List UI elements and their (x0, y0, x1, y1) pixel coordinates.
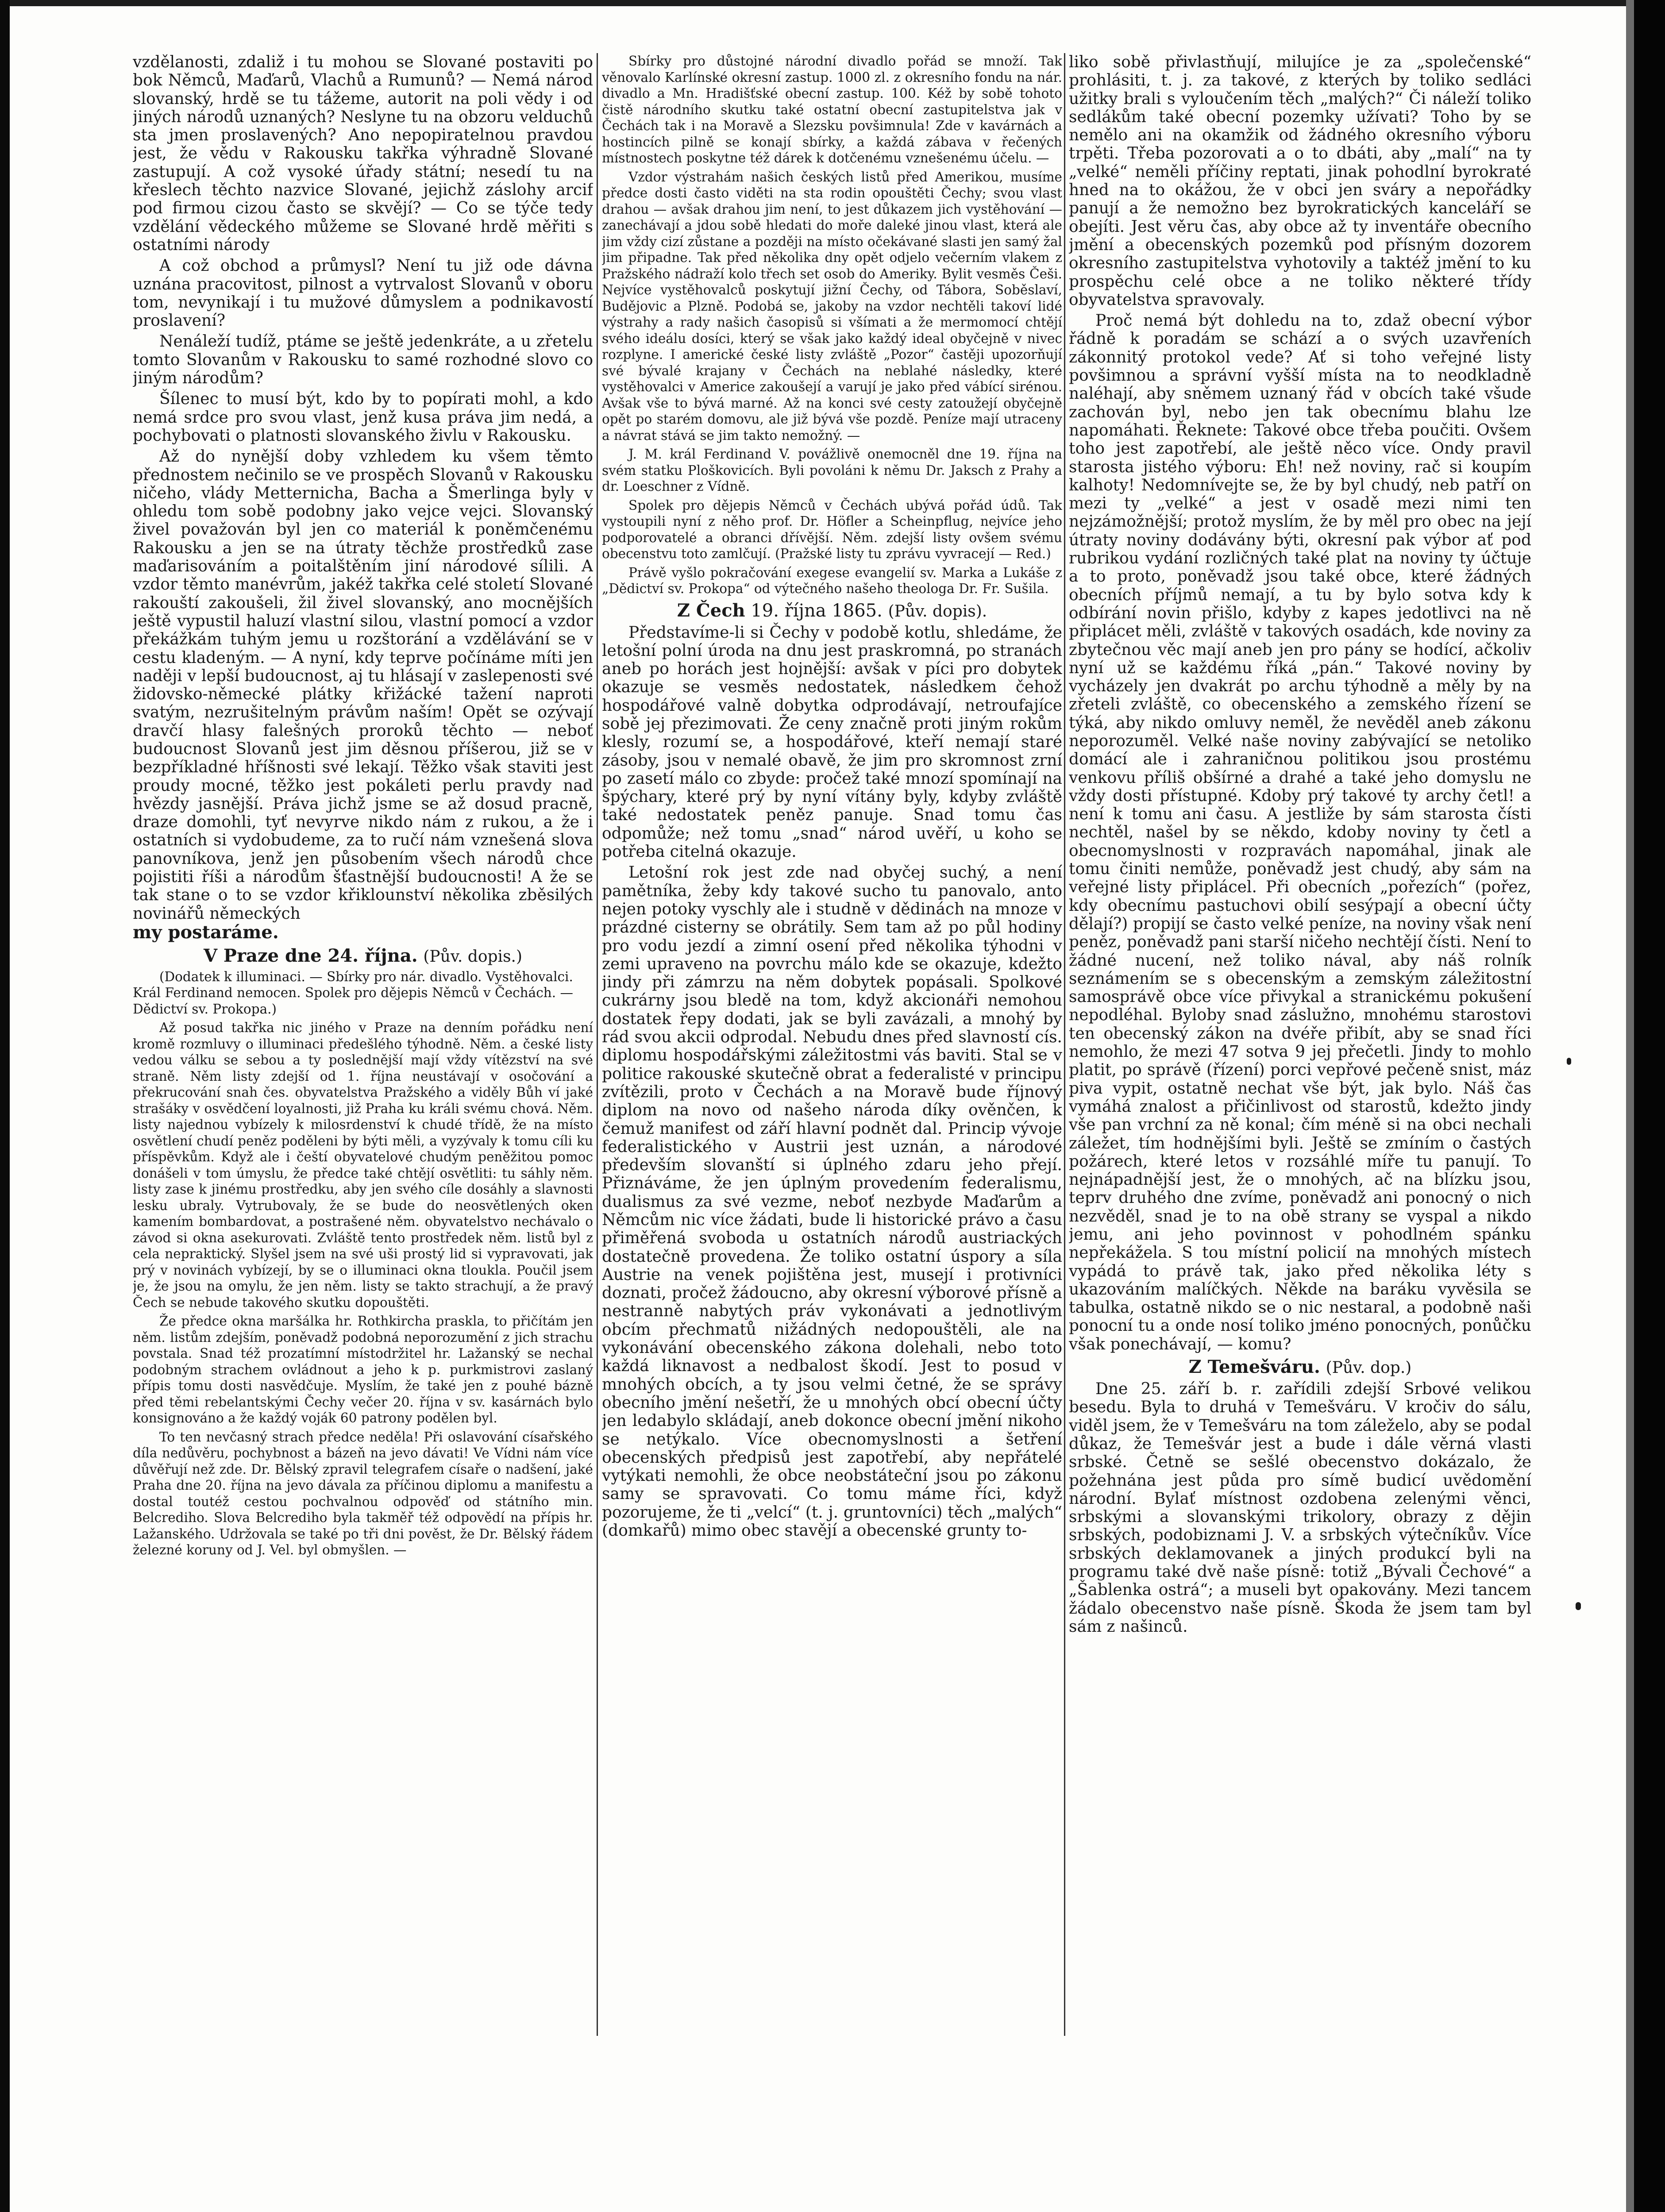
municipal-property: liko sobě přivlastňují, milujíce je za „společenské“ prohlásiti, t. j. za takové, z kterých by toliko sedláci užitky brali s vyloučením těch „malých?“ Či náleží toliko sedlákům také obecní pozemky užívati? Toho by se nemělo ani na okamžik od žádného okresního výboru trpěti. Třeba pozorovati a o to dbáti, aby „malí“ na ty „velké“ neměli příčiny reptati, jinak pohodlní byrokraté hned na to okážou, že v obci jen sváry a nepořádky panují a že nemožno bez byrokratických kanceláří se obejíti. Jest věru čas, aby obce až ty inventáře obecního jmění a obecenských pozemků pod přísným dozorem okresního zastupitelstva vyhotovily a taktéž jmění to ku prospěchu celé obce a ne toliko některé třídy obyvatelstva spravovaly. (1069, 53, 1531, 309)
scan-right-shadow (1626, 0, 1634, 2212)
dateline-prague-title: V Praze dne 24. října. (203, 945, 418, 966)
column-rule-1 (597, 53, 598, 2036)
prague-summary: (Dodatek k illuminaci. — Sbírky pro nár. divadlo. Vystěhovalci. Král Ferdinand nemocen. Spolek pro dějepis Němců v Čechách. — Dědictví sv. Prokopa.) (133, 969, 574, 1017)
prague-report-3: To ten nevčasný strach předce neděla! Při oslavování císařského díla nedůvěru, pochybnost a bázeň na jevo dávati! Ve Vídni nám více důvěřují než zde. Dr. Bělský zpravil telegrafem císaře o nadšení, jaké Praha dne 20. října na jevo dávala za příčinou diplomu a manifestu a dostal toutéž cestou pochvalnou odpověď od státního min. Belcrediho. Slova Belcrediho byla takměř též odpovědí na přípis hr. Lažanského. Udržovala se také po tři dni pověst, že Dr. Bělský řádem železné koruny od J. Vel. byl obmyšlen. — (133, 1429, 593, 1558)
dateline-temesvar (1069, 1357, 1531, 1378)
dateline-prague-note: (Pův. dopis.) (423, 947, 523, 966)
column-1 (133, 53, 593, 2036)
ink-speck (1567, 1058, 1571, 1065)
news-exegesis: Právě vyšlo pokračování exegese evangelií sv. Marka a Lukáše z „Dědictví sv. Prokopa“ od výtečného našeho theologa Dr. Fr. Sušila. (602, 565, 1062, 596)
news-emigrants: Vzdor výstrahám našich českých listů před Amerikou, musíme předce dosti často viděti na sta rodin opouštěti Čechy; svou vlast drahou — avšak drahou jim není, to jest důkazem jich vystěhování — zanechávají a jdou sobě hledati do moře daleké jinou vlast, která ale jim vždy cizí zůstane a později na místo očekávané slasti jen samý žal jim připadne. Tak před několika dny opět odjelo večerním vlakem z Pražského nádraží kolo třech set osob do Ameriky. Bylit vesměs Češi. Nejvíce vystěhovalců poskytují jižní Čechy, od Tábora, Soběslaví, Budějovic a Plzně. Podobá se, jakoby na vzdor nechtěli takoví lidé výstrahy a rady našich časopisů si všímati a že mermomocí chtějí svého ideálu dosíci, který se však jako každý ideal obyčejně v nivec rozplyne. I americké české listy zvláště „Pozor“ častěji upozorňují své bývalé krajany v Čechách na neblahé následky, které vystěhovalci v Americe zakoušejí a varují je jako před vábící sirénou. Avšak vše to bývá marné. Až na konci své cesty zatoužejí obyčejně opět po starém domovu, ale již bývá vše pozdě. Peníze mají utraceny a návrat stává se jim takto nemožný. — (602, 169, 1062, 443)
dateline-prague (133, 946, 593, 967)
ink-speck (1576, 1602, 1581, 1610)
dateline-temesvar-note: (Pův. dop.) (1326, 1359, 1412, 1377)
scan-top-edge (0, 0, 1665, 6)
scan-right-edge (1634, 0, 1665, 2212)
dateline-temesvar-title: Z Temešváru. (1188, 1356, 1320, 1378)
column-rule-2 (1064, 53, 1065, 2036)
dateline-bohemia-date: 19. října 1865. (751, 600, 883, 621)
municipal-oversight: Proč nemá být dohledu na to, zdaž obecní výbor řádně k poradám se schází a o svých uzavřeních zákonnitý protokol vede? Ať si toho veřejné listy povšimnou a správní vyšší místa na to neodkladně naléhají, aby sněmem uznaný řád v obcích také všude zachován byl, nebo jen tak obecnímu blahu lze napomáhati. Řeknete: Takové obce třeba poučiti. Ovšem toho jest zapotřebí, ale ještě něco více. Ondy pravil starosta jistého výboru: Eh! než noviny, rač si koupím kalhoty! Nedomnívejte se, že by byl chudý, neb patří on mezi ty „velké“ a jest v osadě mezi nimi ten nejzámožnější; protož myslím, že by měl pro obec na její útraty noviny dodávány býti, okresní pak výbor ať pod rubrikou vydání rozličných také plat na noviny ty účtuje a to proto, poněvadž jsou také obce, které žádných obecních příjmů nemají, a tu by bylo sotva kdy k odbírání novin přišlo, kdyby z kapes jedotlivci na ně připlácet měli, zvláště v takových osadách, kde noviny za zbytečnou věc mají aneb jen pro pány se hodící, ačkoliv nyní už se každému říká „pán.“ Takové noviny by vycházely jen dvakrát po archu týhodně a měly by na zřeteli zvláště, co obecenského a zemského řízení se týká, aby nikdo omluvy neměl, že nevěděl aneb zákonu neporozuměl. Velké naše noviny zabývající se netoliko domácí ale i zahraničnou politikou jsou prostému venkovu příliš obšírné a drahé a také jeho domyslu ne vždy dosti přístupné. Kdoby prý takové ty archy četl! a není k tomu ani času. A jestliže by sám starosta čísti nechtěl, našel by se někdo, kdoby noviny ty četl a obecnomyslnosti v rozpravách napomáhal, jinak ale tomu činiti nemůže, poněvadž jest chudý, aby sám na veřejné listy připlácel. Při obecních „pořezích“ (pořez, kdy obecnímu pastuchovi obilí sesýpají a obecní účty dělají?) propijí se často velké peníze, na noviny však není peněz, poněvadž pani starší ničeho nechtějí čísti. Není to žádné nucení, než toliko nával, aby náš rolník seznámením se s obecenským a zemským záležitostní samosprávě obce více přivykal a stranickému pokušení nepodléhal. Byloby snad záslužno, mnohému starostovi ten obecenský zákon na dvéře přibít, aby se snad říci nemohlo, že mezi 47 sotva 9 jej přečetli. Jindy to mohlo platit, po správě (řízení) porci vepřové pečeně snist, máz piva vypit, ostatně nechat vše být, jak bylo. Náš čas vymáhá znalost a přičinlivost od starostů, kdežto jindy vše pan vrchní za ně konal; čím méně si na obci nechali záležet, tím hodnějšími byli. Ještě se zmíním o častých požárech, které letos v rozsáhlé míře tu panují. To nejnápadnější jest, že o mnohých, ač na blízku jsou, teprv druhého dne zvíme, poněvadž ani ponocný o nich nezvěděl, snad je to na obě strany se vyspal a nikdo jemu, ani jeho povinnost v pohodlném spánku nepřekážela. S tou místní policií na mnohých místech vypádá to právě tak, jako před několika léty s ukazováním malíčkých. Někde na baráku vyvěsila se tabulka, ostatně nikdo se o nic nestaral, a podobně naši ponocní tu a onde nosí toliko jméno ponocných, ponůčku však ponechávají, — komu? (1069, 312, 1531, 1353)
dateline-bohemia-note: (Pův. dopis). (888, 602, 987, 620)
paragraph-madman: Šílenec to musí být, kdo by to popírati mohl, a kdo nemá srdce pro svou vlast, jenž kusa práva jim nedá, a pochybovati o platnosti slovanského živlu v Rakousku. (133, 390, 593, 445)
paragraph-opening: vzdělanosti, zdaliž i tu mohou se Slované postaviti po bok Němců, Maďarů, Vlachů a Rumunů? — Nemá národ slovanský, hrdě se tu tážeme, autorit na poli vědy i od jiných národů uznaných? Neslyne tu na obzoru velduchů sta jmen proslavených? Ano nepopiratelnou pravdou jest, že vědu v Rakousku takřka výhradně Slované zastupují. A což vysoké úřady státní; nesedí tu na křeslech těchto nazvice Slované, jejichž záslohy arcif pod firmou cizou často se skvějí? — Co se týče tedy vzdělání vědeckého můžeme se Slované hrdě měřiti s ostatními národy (133, 53, 593, 254)
closing-phrase: my postaráme. (133, 921, 279, 943)
dateline-bohemia (602, 601, 1062, 622)
scan-left-edge (0, 0, 10, 2212)
dateline-bohemia-title: Z Čech (677, 600, 745, 621)
news-history-society: Spolek pro dějepis Němců v Čechách ubývá pořád údů. Tak vystoupili nyní z něho prof. Dr. Höfler a Scheinpflug, nejvíce jeho podporovatelé a obranci dřívější. Něm. zdejší listy ovšem svému obecenstvu toto zamlčují. (Pražské listy tu zprávu vyvracejí — Red.) (602, 497, 1062, 561)
bohemia-drought-politics: Letošní rok jest zde nad obyčej suchý, a není pamětníka, žeby kdy takové sucho tu panovalo, anto nejen potoky vyschly ale i studně v dědinách na mnoze v prázdné cisterny se obrátily. Sem tam až po půl hodiny pro vodu jezdí a zimní osení před několika týhodni v zemi upraveno na povrchu málo kde se okazuje, kdežto jindy při zámrzu na něm dobytek popásali. Spolkové cukrárny jsou bledě na tom, když akcionáři nemohou dostatek řepy dodati, jak se byli zavázali, a mnohý by rád svou akcii odprodal. Nebudu dnes před slavností cís. diplomu hospodářskými záležitostmi vás baviti. Stal se v politice rakouské skutečně obrat a federalisté v principu zvítězili, proto v Čechách a na Moravě bude říjnový diplom na novo od našeho národa díky ověnčen, k čemuž manifest od září hlavní podnět dal. Princip vývoje federalistického v Austrii jest uznán, a národové především slovanští si úplného zdaru jeho přejí. Přiznáváme, že jen úplným provedením federalismu, dualismus za své vezme, neboť nezbyde Maďarům a Němcům nic více žádati, bude li historické právo a času přiměřená svoboda u ostatních národů austriackých dostatečně provedena. Že toliko ostatní úspory a síla Austrie na venek pojištěna jest, musejí i protivníci doznati, pročež žádoucno, aby okresní výborové přísně a nestranně nabytých práv vykonávati a jednotlivým obcím přechmatů nižádných nedopouštěli, ale na vykonávání obecenského zákona dolehali, nebo toto každá liknavost a nedbalost škodí. Jest to posud v mnohých obcích, a ty jsou velmi četné, že se správy obecního jmění nešetří, že u mnohých obcí obecní účty jen ledabylo skládají, aneb dokonce obecní jmění nikoho se netýkalo. Více obecnomyslnosti a šetření obecenských předpisů jest zapotřebí, aby nepřátelé vytýkati nemohli, že obce neobstáteční jsou po zákonu samy se spravovati. Co tomu máme říci, když pozorujeme, že ti „velcí“ (t. j. gruntovníci) těch „malých“ (domkařů) mimo obec stavějí a obecenské grunty to- (602, 863, 1062, 1540)
news-king-ill: J. M. král Ferdinand V. povážlivě onemocněl dne 19. října na svém statku Ploškovicích. Byli povoláni k němu Dr. Jaksch z Prahy a dr. Loeschner z Vídně. (602, 447, 1062, 494)
news-theatre-collections: Sbírky pro důstojné národní divadlo pořád se množí. Tak věnovalo Karlínské okresní zastup. 1000 zl. z okresního fondu na nár. divadlo a Mn. Hradišťské obecní zastup. 100. Kéž by sobě tohoto čistě národního skutku také ostatní obecní zastupitelstva jak v Čechách tak i na Moravě a Slezsku povšimnula! Zde v kavárnách a hostincích pilně se konají sbírky, a každá zábava v řečených místnostech poskytne též dárek k dotčenému vznešenému účelu. — (602, 54, 1062, 166)
column-3 (1069, 53, 1531, 2036)
bohemia-harvest: Představíme-li si Čechy v podobě kotlu, shledáme, že letošní polní úroda na dnu jest praskromná, po stranách aneb po horách jest hojnější: avšak v píci pro dobytek okazuje se vesměs nedostatek, následkem čehož hospodářové valně dobytka odprodávají, netroufajíce sobě jej přezimovati. Že ceny značně proti jiným rokům klesly, rozumí se, a hospodářové, kteří nemají staré zásoby, jsou v nemalé obavě, že jim pro skromnost zrní po zasetí málo co zbyde: pročež také mnozí spomínají na špýchary, které prý by nyní vítány byly, kdyby zvláště také nedostatek peněz panuje. Snad tomu čas odpomůže; než tomu „snad“ národ uvěří, u koho se potřeba citelná okazuje. (602, 623, 1062, 861)
temesvar-report: Dne 25. září b. r. zařídili zdejší Srbové velikou besedu. Byla to druhá v Temešváru. V kročiv do sálu, viděl jsem, že v Temešváru na tom záleželo, aby se podal důkaz, že Temešvár jest a bude i dále věrná vlasti srbské. Četně se sešlé obecenstvo dokázalo, že požehnána jest půda pro símě budicí uvědomění národní. Bylať místnost ozdobena zelenými věnci, srbskými a slovanskými trikolory, obrazy z dějin srbských, podobiznami J. V. a srbských výtečníkův. Více srbských deklamovanek a jiných produkcí byli na programu také dvě naše písně: totiž „Bývali Čechové“ a „Šablenka ostrá“; a museli byt opakovány. Mezi tancem žádalo obecenstvo naše písně. Škoda že jsem tam byl sám z našinců. (1069, 1380, 1531, 1636)
paragraph-history: Až do nynější doby vzhledem ku všem těmto přednostem nečinilo se ve prospěch Slovanů v Rakousku ničeho, vlády Metternicha, Bacha a Šmerlinga byly v ohledu tom sobě podobny jako vejce vejci. Slovanský živel považován byl jen co materiál k poněmčenému Rakousku a jen se na útraty těchže prostředků zase maďarisováním a poitalštěním jiní národové sílili. A vzdor těmto manévrům, jakéž takřka celé století Slované rakouští zakoušeli, žil živel slovanský, ano mocnějších ještě vypustil haluzí vlastní silou, vlastní pomocí a vzdor překážkám tuhým jemu u rozštorání a vzdělávání se v cestu kladeným. — A nyní, kdy teprve počínáme míti jen naději v lepší budoucnost, aj tu hlásají v zaslepenosti své židovsko-německé plátky křižácké tažení naproti svatým, nezrušitelným právům naším! Opět se ozývají dravčí hlasy falešných proroků těchto — neboť budoucnost Slovanů jest jim děsnou příšerou, již se v bezpříkladné hříšnosti své lekají. Těžko však staviti jest proudy mocné, těžko jest pokáleti perlu pravdy nad hvězdy jasnější. Práva jichž jsme se až dosud pracně, draze domohli, tyť nevyrve nikdo nám z rukou, a že i ostatních si vydobudeme, za to ručí nám vznešená slova panovníkova, jenž jen působením všech národů chce pojistiti říši a národům šťastnější budoucnosti! A že se tak stane o to se vzdor křiklounství několika zběsilých novinářů německých (133, 447, 593, 923)
paragraph-commerce: A což obchod a průmysl? Není tu již ode dávna uznána pracovitost, pilnost a vytrvalost Slovanů v oboru tom, nevynikají i tu mužové důmyslem a podnikavostí proslavení? (133, 257, 593, 330)
prague-report-2: Že předce okna maršálka hr. Rothkircha praskla, to přičítám jen něm. listům zdejším, poněvadž podobná neporozumění z jich strachu povstala. Snad též prozatímní místodržitel hr. Lažanský se nechal podobným strachem ovládnout a jeho k p. purkmistrovi zaslaný přípis tomu dosti nasvědčuje. Myslím, že také jen z pouhé bázně před těmi rebelantskými Čechy večer 20. října v sv. kasárnách bylo konsignováno a že každý voják 60 patrony podělen byl. (133, 1314, 593, 1426)
column-2 (602, 53, 1062, 2036)
paragraph-question: Nenáleží tudíž, ptáme se ještě jedenkráte, a u zřetelu tomto Slovanům v Rakousku to samé rozhodné slovo co jiným národům? (133, 332, 593, 388)
prague-report-1: Až posud takřka nic jiného v Praze na denním pořádku není kromě rozmluvy o illuminaci předešlého týhodně. Něm. a české listy vedou válku se sebou a ty poslednější mají vždy vítězství na své straně. Něm listy zdejší od 1. října neustávají v osočování a překrucování snah čes. obyvatelstva Pražského a viděly Bůh ví jaké strašáky v osvědčení loyalnosti, již Praha ku králi svému chová. Něm. listy najednou vybízely k milosrdenství k chudé třídě, že na místo osvětlení chudí peněz poděleni by býti měli, a vyzývaly k tomu cíli ku příspěvkům. Když ale i čeští obyvatelové chudým peněžitou pomoc donášeli v tom úmyslu, že předce také chtějí osvětliti: tu sáhly něm. listy zase k jinému prostředku, aby jen svého cíle dosáhly a slavnosti lesku ubraly. Vytrubovaly, že se bude do neosvětlených oken kamením bombardovat, a postrašené něm. obyvatelstvo nechávalo o závod si okna asekurovati. Zvláště tento prostředek něm. listů byl z cela nepraktický. Slyšel jsem na své uši prostý lid si vypravovati, jak prý v novinách vybízejí, by se o illuminaci okna tloukla. Poučil jsem je, že jsou na omylu, že jen něm. listy se takto strachují, a že pravý Čech se nebude takového skutku dopouštěti. (133, 1020, 593, 1310)
